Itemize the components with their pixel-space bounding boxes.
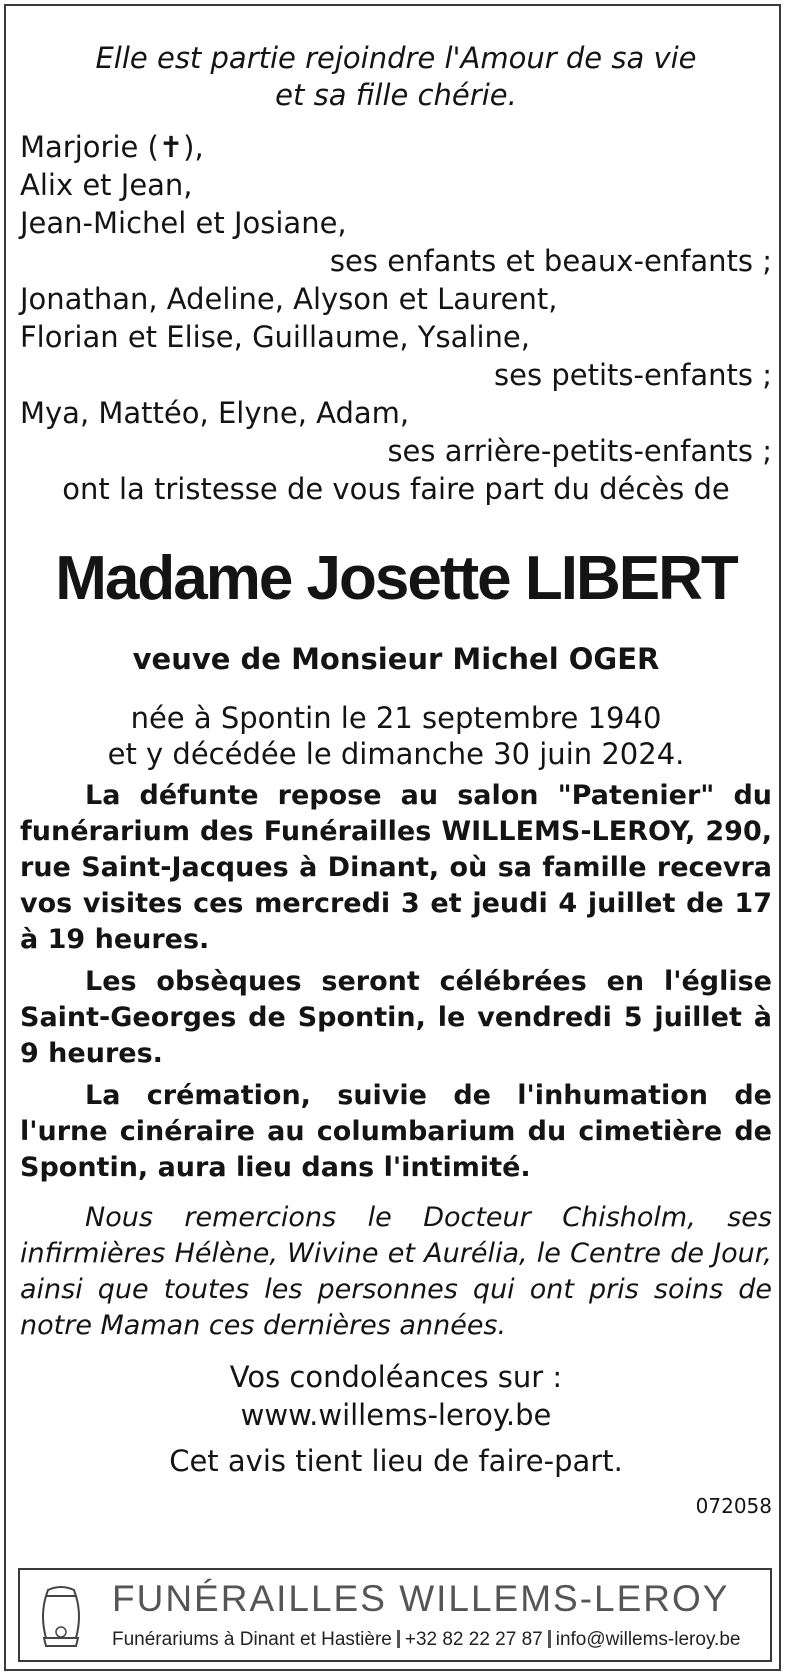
cremation-paragraph: La crémation, suivie de l'inhumation de l'urne cinéraire au columbarium du cimetière de Spontin, aura lieu dans l'intimité.: [20, 1080, 772, 1183]
tribute-line-1: Elle est partie rejoindre l'Amour de sa vie: [95, 41, 697, 75]
condolences-label: Vos condoléances sur :: [229, 1360, 563, 1394]
grandchild-names-1: Jonathan, Adeline, Alyson et Laurent,: [20, 282, 558, 316]
condolences-block: [20, 1358, 772, 1434]
children-relation: ses enfants et beaux-enfants ;: [329, 244, 772, 278]
deceased-name: Madame Josette LIBERT: [55, 544, 737, 613]
visitation-paragraph: La défunte repose au salon "Patenier" du funérarium des Funérailles WILLEMS-LEROY, 290, rue Saint-Jacques à Dinant, où sa famille recevra vos visites ces mercredi 3 et jeudi 4 juillet de 17 à 19 heures.: [20, 780, 772, 955]
thanks-paragraph: Nous remercions le Docteur Chisholm, ses infirmières Hélène, Wivine et Aurélia, le Centre de Jour, ainsi que toutes les personnes qui ont pris soins de notre Maman ces dernières années.: [20, 1202, 772, 1341]
birth-line: née à Spontin le 21 septembre 1940: [130, 701, 662, 735]
funeral-home-brand: FUNÉRAILLES WILLEMS-LEROY: [112, 1578, 730, 1619]
funeral-paragraph: Les obsèques seront célébrées en l'église Saint-Georges de Spontin, le vendredi 5 juillet à 9 heures.: [20, 966, 772, 1069]
child-names-3: Jean-Michel et Josiane,: [20, 206, 347, 240]
funeral-home-footer: [18, 1568, 772, 1662]
separator: [397, 1630, 400, 1648]
phone-number[interactable]: +32 82 22 27 87: [404, 1629, 543, 1650]
tribute-line-2: et sa fille chérie.: [275, 78, 517, 112]
great-grandchildren-relation: ses arrière-petits-enfants ;: [387, 434, 772, 468]
urn-logo-icon: [36, 1582, 86, 1650]
family-list: [20, 128, 772, 508]
child-names-2: Alix et Jean,: [20, 168, 193, 202]
tribute-text: [20, 40, 772, 114]
funeral-home-contact: [112, 1628, 740, 1652]
death-line: et y décédée le dimanche 30 juin 2024.: [107, 737, 685, 771]
condolences-website-link[interactable]: www.willems-leroy.be: [240, 1398, 552, 1432]
great-grandchild-names: Mya, Mattéo, Elyne, Adam,: [20, 396, 410, 430]
reference-number: 072058: [695, 1494, 772, 1518]
locations-text: Funérariums à Dinant et Hastière: [112, 1629, 392, 1650]
life-dates: [20, 700, 772, 772]
announcement-intro: ont la tristesse de vous faire part du décès de: [62, 472, 730, 506]
grandchild-names-2: Florian et Elise, Guillaume, Ysaline,: [20, 320, 530, 354]
notice-text: Cet avis tient lieu de faire-part.: [169, 1444, 623, 1478]
grandchildren-relation: ses petits-enfants ;: [494, 358, 772, 392]
child-names-1: Marjorie (✝),: [20, 130, 204, 164]
spouse-line: veuve de Monsieur Michel OGER: [132, 642, 660, 676]
separator: [548, 1630, 551, 1648]
obituary-content: [20, 40, 772, 1518]
email-link[interactable]: info@willems-leroy.be: [555, 1629, 741, 1650]
